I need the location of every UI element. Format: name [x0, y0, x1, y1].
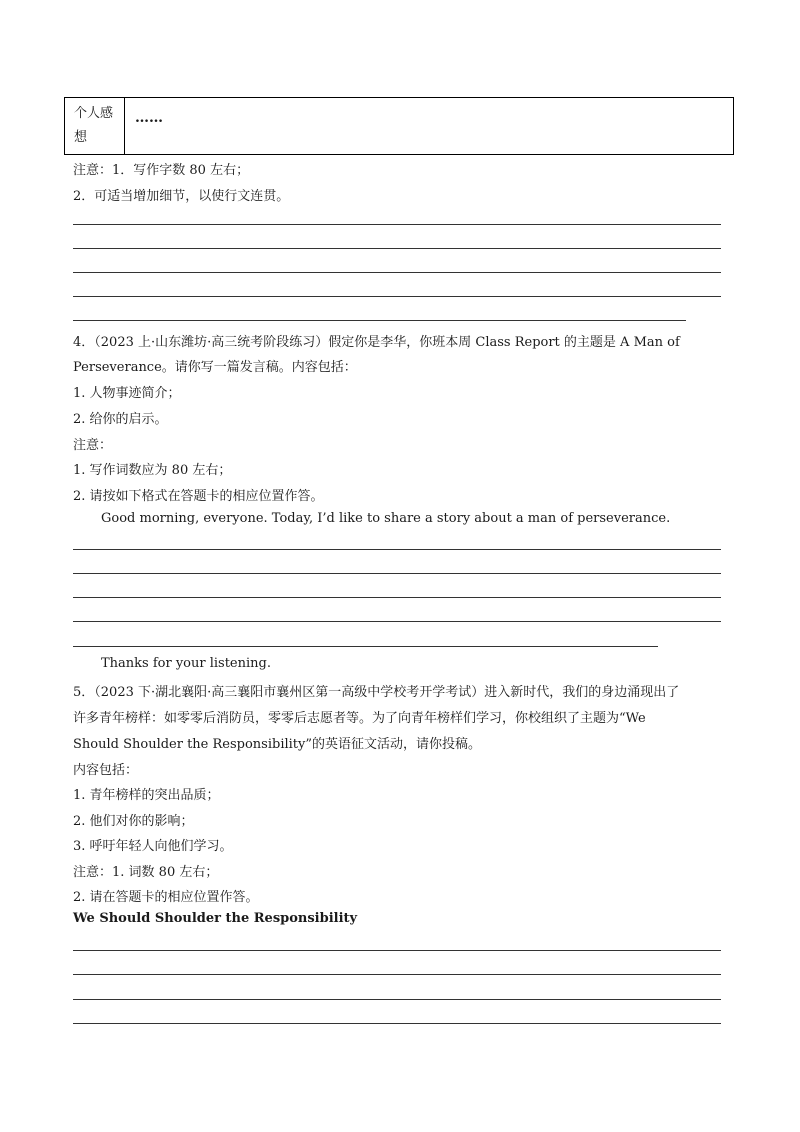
q4-closing-sentence: Thanks for your listening.: [101, 656, 271, 671]
answer-line: [73, 1023, 721, 1024]
q5-prompt-line-1: 5．（2023 下·湖北襄阳·高三襄阳市襄州区第一高级中学校考开学考试）进入新时代，我们的身边涌现出了: [73, 685, 680, 700]
answer-line: [73, 999, 721, 1000]
answer-line: [73, 646, 658, 647]
q4-prompt-line-2: Perseverance。请你写一篇发言稿。内容包括：: [73, 360, 357, 375]
q4-item-1: 1. 人物事迹简介；: [73, 386, 181, 401]
q4-item-2: 2. 给你的启示。: [73, 412, 168, 427]
answer-line: [73, 974, 721, 975]
q5-prompt-line-2: 许多青年榜样：如零零后消防员，零零后志愿者等。为了向青年榜样们学习，你校组织了主题为“We: [73, 711, 646, 726]
q4-prompt-line-1: 4．（2023 上·山东潍坊·高三统考阶段练习）假定你是李华，你班本周 Class Report 的主题是 A Man of: [73, 335, 680, 350]
q5-essay-title: We Should Shoulder the Responsibility: [73, 911, 358, 926]
answer-line: [73, 549, 721, 550]
q5-note-2: 2. 请在答题卡的相应位置作答。: [73, 890, 259, 905]
answer-line: [73, 573, 721, 574]
answer-line: [73, 950, 721, 951]
personal-feelings-table: [64, 97, 734, 155]
q3-note-1: 注意：1．写作字数 80 左右；: [73, 163, 250, 178]
q5-content-heading: 内容包括：: [73, 763, 139, 778]
answer-line: [73, 224, 721, 225]
q4-note-heading: 注意：: [73, 438, 113, 453]
q5-item-2: 2. 他们对你的影响；: [73, 814, 194, 829]
q4-opening-sentence: Good morning, everyone. Today, I’d like to share a story about a man of perseverance.: [101, 511, 671, 526]
answer-line: [73, 248, 721, 249]
q5-note-1: 注意：1. 词数 80 左右；: [73, 865, 219, 880]
q5-prompt-line-3: Should Shoulder the Responsibility”的英语征文活动，请你投稿。: [73, 737, 482, 752]
answer-line: [73, 621, 721, 622]
q5-item-1: 1. 青年榜样的突出品质；: [73, 788, 220, 803]
q4-note-1: 1. 写作词数应为 80 左右；: [73, 463, 232, 478]
answer-line: [73, 320, 686, 321]
answer-line: [73, 272, 721, 273]
answer-line: [73, 296, 721, 297]
answer-line: [73, 597, 721, 598]
q5-item-3: 3. 呼吁年轻人向他们学习。: [73, 839, 233, 854]
table-label-cell: 个人感想: [65, 98, 125, 154]
q4-note-2: 2. 请按如下格式在答题卡的相应位置作答。: [73, 489, 324, 504]
table-content-cell: ……: [135, 110, 163, 126]
q3-note-2: 2．可适当增加细节，以使行文连贯。: [73, 189, 290, 204]
